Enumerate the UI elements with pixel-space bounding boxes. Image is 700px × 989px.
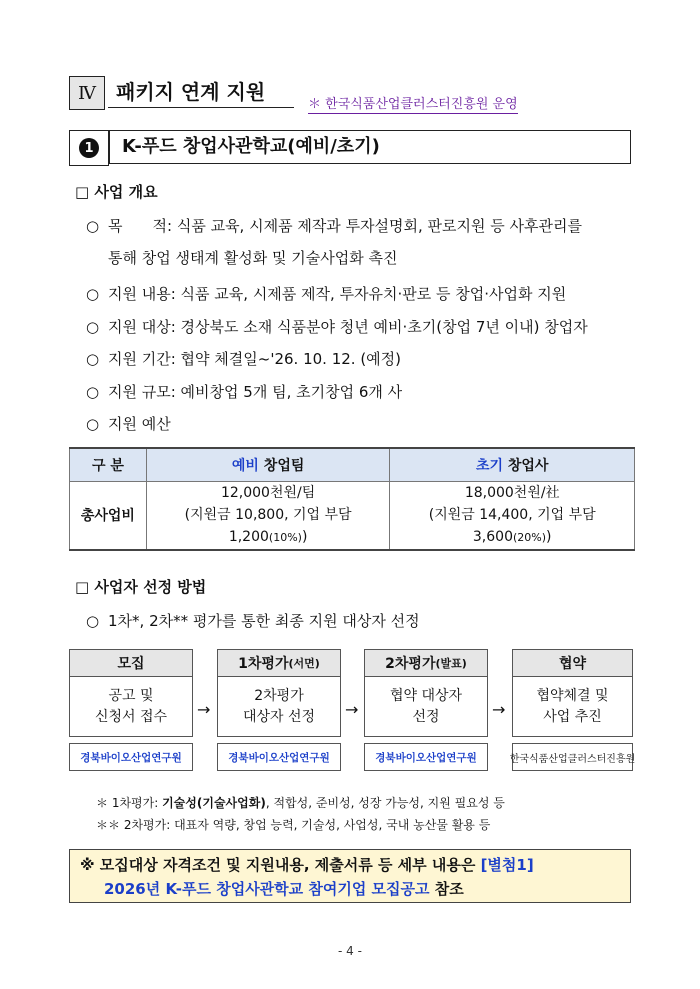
- step-body-line2: 사업 추진: [543, 708, 602, 725]
- callout-box: [69, 849, 631, 903]
- earlystartup-amount: 18,000천원/社: [464, 485, 560, 501]
- earlystartup-suffix: 창업사: [503, 458, 549, 474]
- step-body: [217, 677, 341, 737]
- section-note: ＊ 한국식품산업클러스터진흥원 운영: [308, 93, 518, 114]
- prestartup-suffix: 창업팀: [258, 458, 305, 474]
- prestartup-breakdown-text: (지원금 10,800, 기업 부담 1,200: [184, 507, 352, 545]
- overview-period: [86, 348, 401, 369]
- bullet: ○: [86, 350, 100, 368]
- step-title: 모집: [117, 656, 145, 672]
- step-head: [69, 649, 193, 677]
- page-number: - 4 -: [338, 944, 362, 958]
- earlystartup-label: 초기: [475, 458, 503, 474]
- process-step-first-eval: [217, 649, 341, 771]
- subsection-title: K-푸드 창업사관학교(예비/초기): [109, 130, 631, 164]
- callout-notice-title: 2026년 K-푸드 창업사관학교 참여기업 모집공고: [104, 880, 430, 898]
- earlystartup-breakdown: [390, 504, 634, 549]
- bullet: ○: [86, 285, 100, 303]
- content-text: 지원 내용: 식품 교육, 시제품 제작, 투자유치·판로 등 창업·사업화 지원: [108, 285, 567, 303]
- step-title: 2차평가: [385, 656, 436, 672]
- section-number: Ⅳ: [69, 76, 105, 110]
- col-header-prestartup: [146, 448, 390, 482]
- step-body-line1: 협약 대상자: [389, 687, 463, 704]
- step-org: 경북바이오산업연구원: [69, 743, 193, 771]
- step-body-line2: 선정: [412, 708, 440, 725]
- earlystartup-pct: (20%): [512, 531, 547, 544]
- step-body-line2: 신청서 접수: [94, 708, 168, 725]
- bullet: ○: [86, 217, 100, 235]
- col-header-earlystartup: [390, 448, 635, 482]
- row-label: 총사업비: [70, 482, 147, 551]
- bullet: ○: [86, 383, 100, 401]
- prestartup-amount: 12,000천원/팀: [220, 485, 316, 501]
- step-head: [512, 649, 633, 677]
- purpose-line1: 식품 교육, 시제품 제작과 투자설명회, 판로지원 등 사후관리를: [176, 217, 582, 235]
- subsection-marker-box: [69, 130, 109, 166]
- arrow-icon: →: [345, 700, 359, 719]
- step-body-line1: 2차평가: [254, 687, 304, 704]
- step-body-line1: 공고 및: [108, 687, 154, 704]
- overview-budget: [86, 413, 171, 434]
- bullet: ○: [86, 318, 100, 336]
- period-text: 지원 기간: 협약 체결일~'26. 10. 12. (예정): [108, 350, 402, 368]
- step-title-sub: (발표): [435, 657, 467, 670]
- table-row: [70, 482, 635, 551]
- purpose-line2: 통해 창업 생태계 활성화 및 기술사업화 촉진: [108, 249, 398, 267]
- arrow-icon: →: [492, 700, 506, 719]
- earlystartup-breakdown-text: (지원금 14,400, 기업 부담 3,600: [428, 507, 596, 545]
- step-title-sub: (서면): [288, 657, 320, 670]
- step-title: 협약: [558, 656, 587, 672]
- overview-scale: [86, 381, 402, 402]
- step-body: [512, 677, 633, 737]
- callout-line1: [80, 853, 620, 877]
- bullet: ○: [86, 415, 100, 433]
- selection-line: [86, 610, 420, 631]
- step-body-line1: 협약체결 및: [536, 687, 609, 704]
- process-step-second-eval: [364, 649, 488, 771]
- bullet: ○: [86, 612, 100, 630]
- prestartup-cell: [146, 482, 390, 551]
- arrow-icon: →: [197, 700, 211, 719]
- footnote-prefix: ＊ 1차평가:: [96, 796, 163, 810]
- target-text: 지원 대상: 경상북도 소재 식품분야 청년 예비·초기(창업 7년 이내) 창업자: [108, 318, 588, 336]
- budget-table: [69, 447, 635, 551]
- callout-suffix: 참조: [429, 880, 464, 898]
- step-body-line2: 대상자 선정: [242, 708, 316, 725]
- step-body: [364, 677, 488, 737]
- section-title: 패키지 연계 지원: [108, 76, 294, 108]
- budget-text: 지원 예산: [108, 415, 171, 433]
- process-step-recruit: [69, 649, 193, 771]
- process-step-agreement: [509, 649, 636, 771]
- overview-heading: □ 사업 개요: [75, 183, 158, 201]
- callout-text: ※ 모집대상 자격조건 및 지원내용, 제출서류 등 세부 내용은: [80, 856, 481, 874]
- callout-line2: [80, 877, 620, 901]
- step-body: [69, 677, 193, 737]
- selection-heading: □ 사업자 선정 방법: [75, 578, 207, 596]
- step-head: [364, 649, 488, 677]
- step-title: 1차평가: [238, 656, 289, 672]
- purpose-label: 목 적:: [108, 217, 173, 235]
- step-org: 한국식품산업클러스터진흥원: [512, 743, 633, 771]
- footnote-first-eval: [96, 794, 505, 811]
- prestartup-pct: (10%): [268, 531, 302, 544]
- prestartup-label: 예비: [231, 458, 259, 474]
- col-header-category: 구 분: [70, 448, 147, 482]
- overview-target: [86, 316, 588, 337]
- step-head: [217, 649, 341, 677]
- prestartup-breakdown: [147, 504, 390, 549]
- footnote-bold: 기술성(기술사업화): [162, 796, 266, 810]
- footnote-rest: , 적합성, 준비성, 성장 가능성, 지원 필요성 등: [265, 796, 505, 810]
- overview-purpose: [86, 215, 582, 236]
- step-org: 경북바이오산업연구원: [217, 743, 341, 771]
- paren: ): [301, 529, 308, 545]
- earlystartup-cell: [390, 482, 635, 551]
- callout-attachment-ref: [별첨1]: [480, 856, 534, 874]
- budget-table-header: [70, 448, 635, 482]
- step-org: 경북바이오산업연구원: [364, 743, 488, 771]
- subsection-number: 1: [79, 138, 99, 158]
- selection-text: 1차*, 2차** 평가를 통한 최종 지원 대상자 선정: [108, 612, 420, 630]
- footnote-second-eval: ＊＊ 2차평가: 대표자 역량, 창업 능력, 기술성, 사업성, 국내 농산물 활용 등: [96, 818, 491, 832]
- scale-text: 지원 규모: 예비창업 5개 팀, 초기창업 6개 사: [108, 383, 403, 401]
- paren: ): [546, 529, 552, 545]
- overview-content: [86, 283, 566, 304]
